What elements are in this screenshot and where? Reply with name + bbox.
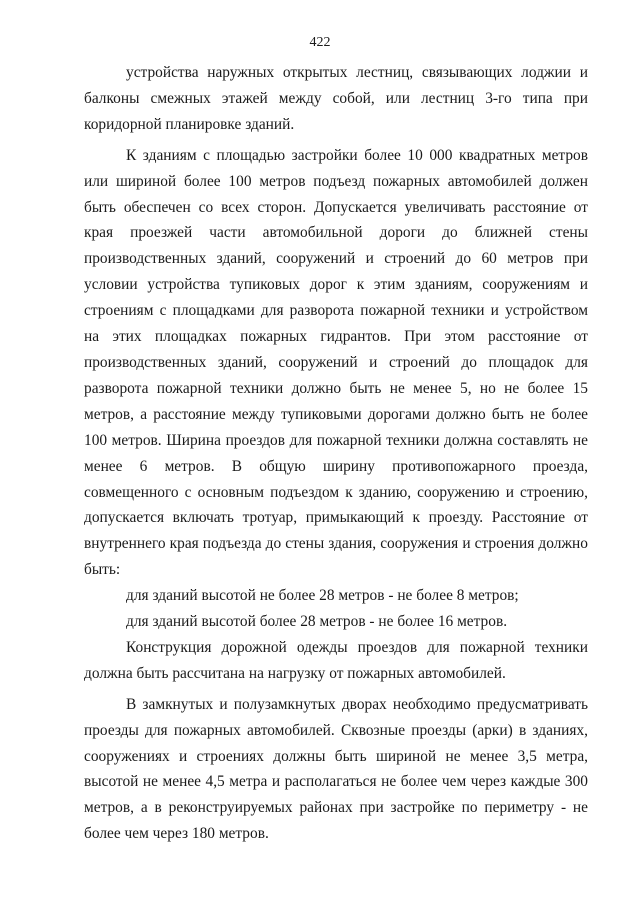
paragraph-courtyards: В замкнутых и полузамкнутых дворах необходимо предусматривать проезды для пожарных автомобилей. Сквозные проезды (арки) в зданиях, сооружениях и строениях должны быть шириной не менее 3,5 метра, высотой не менее 4,5 метра и располагаться не более чем через каждые 300 метров, а в реконструируемых районах при застройке по периметру - не более чем через 180 метров. [84, 695, 588, 843]
page-number: 422 [309, 35, 331, 50]
paragraph-road-construction: Конструкция дорожной одежды проездов для пожарной техники должна быть рассчитана на нагрузку от пожарных автомобилей. [84, 638, 588, 682]
paragraph-height-up-to-28: для зданий высотой не более 28 метров - не более 8 метров; [126, 587, 519, 605]
document-body [84, 60, 588, 847]
paragraph-fire-access: К зданиям с площадью застройки более 10 000 квадратных метров или шириной более 100 метров подъезд пожарных автомобилей должен быть обеспечен со всех сторон. Допускается увеличивать расстояние от края проезжей части автомобильной дороги до ближней стены производственных зданий, сооружений и строений до 60 метров при условии устройства тупиковых дорог к этим зданиям, сооружениям и строениям с площадками для разворота пожарной техники и устройством на этих площадках пожарных гидрантов. При этом расстояние от производственных зданий, сооружений и строений до площадок для разворота пожарной техники должно быть не менее 5, но не более 15 метров, а расстояние между тупиковыми дорогами должно быть не более 100 метров. Ширина проездов для пожарной техники должна составлять не менее 6 метров. В общую ширину противопожарного проезда, совмещенного с основным подъездом к зданию, сооружению и строению, допускается включать тротуар, примыкающий к проезду. Расстояние от внутреннего края подъезда до стены здания, сооружения и строения должно быть: [84, 146, 588, 579]
paragraph-continuation: устройства наружных открытых лестниц, связывающих лоджии и балконы смежных этажей между собой, или лестниц 3-го типа при коридорной планировке зданий. [84, 64, 588, 133]
paragraph-height-over-28: для зданий высотой более 28 метров - не более 16 метров. [126, 613, 508, 631]
